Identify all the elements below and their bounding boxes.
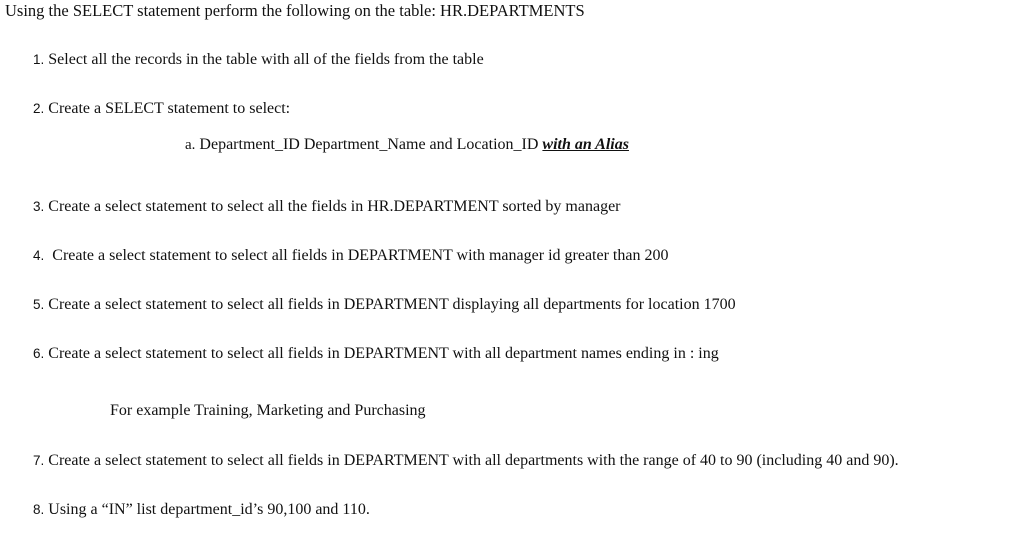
list-item-text: Create a select statement to select all the fields in HR.DEPARTMENT sorted by manager xyxy=(48,198,621,215)
list-item-2 xyxy=(33,99,290,119)
list-item-6 xyxy=(33,344,719,364)
list-item-number: 6. xyxy=(33,346,45,361)
alias-emphasis: with an Alias xyxy=(542,136,629,153)
list-item-5 xyxy=(33,295,736,315)
list-item-number: 8. xyxy=(33,502,45,517)
list-item-number: 5. xyxy=(33,297,45,312)
list-item-text: Create a select statement to select all fields in DEPARTMENT with all department names ending in : ing xyxy=(48,345,719,362)
list-item-8 xyxy=(33,500,370,520)
sub-item-a xyxy=(185,135,629,155)
example-line: For example Training, Marketing and Purchasing xyxy=(110,402,426,419)
list-item-number: 2. xyxy=(33,101,45,116)
list-item-text: Create a select statement to select all fields in DEPARTMENT with all departments with the range of 40 to 90 (including 40 and 90). xyxy=(48,452,899,469)
list-item-4 xyxy=(33,246,668,266)
list-item-text: Create a select statement to select all fields in DEPARTMENT with manager id greater than 200 xyxy=(48,247,669,264)
list-item-text: Create a SELECT statement to select: xyxy=(48,100,291,117)
list-item-text: Using a “IN” list department_id’s 90,100 and 110. xyxy=(48,501,370,518)
list-item-text: Create a select statement to select all fields in DEPARTMENT displaying all departments for location 1700 xyxy=(48,296,736,313)
list-item-3 xyxy=(33,197,621,217)
sub-item-letter: a. xyxy=(185,137,196,153)
list-item-text: Select all the records in the table with all of the fields from the table xyxy=(48,51,484,68)
list-item-number: 4. xyxy=(33,248,45,263)
sub-item-text: Department_ID Department_Name and Location_ID xyxy=(199,136,543,153)
list-item-7 xyxy=(33,451,899,471)
list-item-number: 7. xyxy=(33,453,45,468)
list-item-number: 3. xyxy=(33,199,45,214)
page-heading: Using the SELECT statement perform the following on the table: HR.DEPARTMENTS xyxy=(5,1,585,20)
list-item-number: 1. xyxy=(33,52,45,67)
list-item-1 xyxy=(33,50,484,70)
